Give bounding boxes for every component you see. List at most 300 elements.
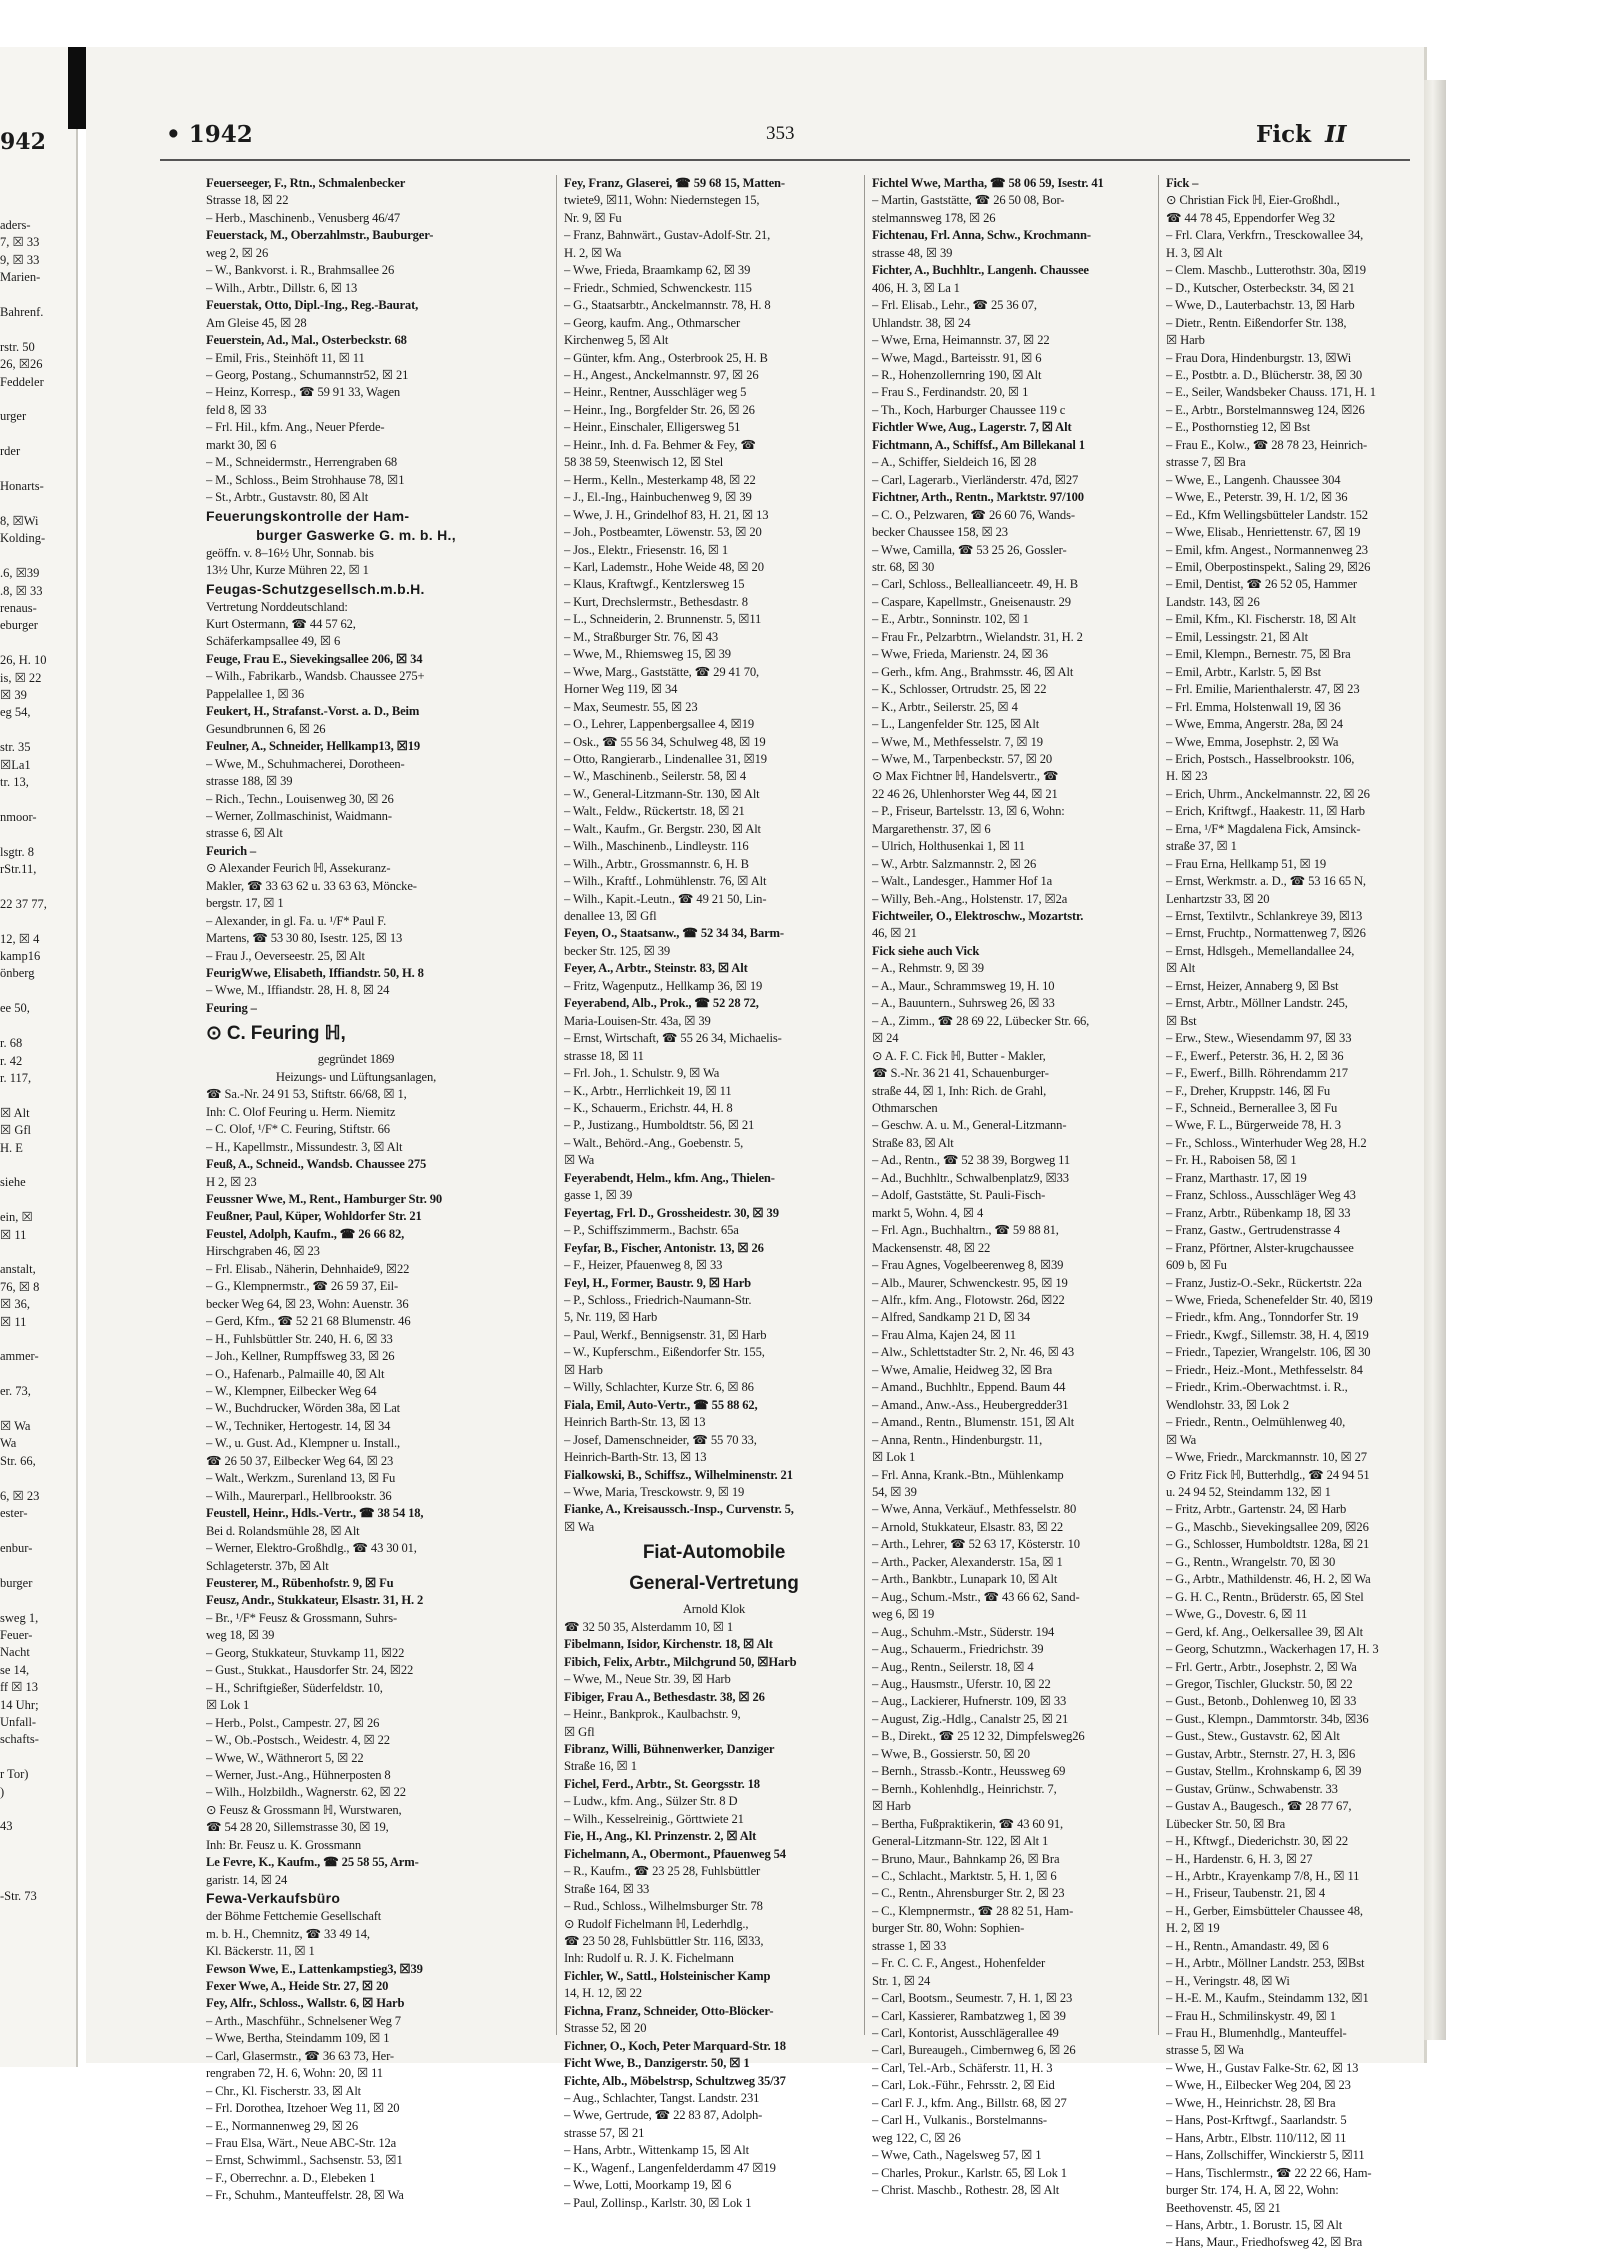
directory-entry: – Karl, Lademstr., Hohe Weide 48, ☒ 20: [564, 559, 764, 574]
directory-entry: Feuring –: [206, 1000, 257, 1015]
directory-entry: – F., Ewerf., Peterstr. 36, H. 2, ☒ 36: [1166, 1048, 1344, 1063]
directory-entry: – Wwe, E., Langenh. Chaussee 304: [1166, 472, 1341, 487]
advertisement-heading: ⊙ C. Feuring ℍ,: [206, 1023, 346, 1045]
directory-entry: – Friedr., Krim.-Oberwachtmst. i. R.,: [1166, 1380, 1348, 1395]
directory-entry: – L., Schneiderin, 2. Brunnenstr. 5, ☒11: [564, 612, 762, 627]
directory-entry: ☒ Bst: [1166, 1013, 1197, 1028]
directory-entry: – Aug., Schum.-Mstr., ☎ 43 66 62, Sand-: [872, 1589, 1080, 1604]
running-head-name: Fick: [1256, 121, 1312, 148]
previous-page-line: 14 Uhr;: [0, 1697, 39, 1712]
directory-entry: weg 18, ☒ 39: [206, 1628, 275, 1643]
directory-entry: – A., Schiffer, Sieldeich 16, ☒ 28: [872, 455, 1037, 470]
directory-entry: u. 24 94 52, Steindamm 132, ☒ 1: [1166, 1484, 1331, 1499]
directory-entry: – Max, Seumestr. 55, ☒ 23: [564, 699, 698, 714]
directory-entry: H 2, ☒ 23: [206, 1174, 257, 1189]
directory-entry: Arnold Klok: [682, 1602, 746, 1617]
directory-entry: – W., General-Litzmann-Str. 130, ☒ Alt: [564, 786, 760, 801]
directory-entry: – D., Kutscher, Osterbeckstr. 34, ☒ 21: [1166, 280, 1355, 295]
directory-entry: Fichler, W., Sattl., Holsteinischer Kamp: [564, 1968, 771, 1983]
directory-entry: – Jos., Elektr., Friesenstr. 16, ☒ 1: [564, 542, 729, 557]
directory-entry: – Wilh., Kapit.-Leutn., ☎ 49 21 50, Lin-: [564, 891, 767, 906]
directory-entry: gasse 1, ☒ 39: [564, 1188, 633, 1203]
directory-entry: ☒ Lok 1: [206, 1698, 250, 1713]
previous-page-line: [0, 1749, 72, 1766]
directory-entry: – Heinr., Bankprok., Kaulbachstr. 9,: [564, 1707, 741, 1722]
directory-entry: – Herb., Polst., Campestr. 27, ☒ 26: [206, 1715, 380, 1730]
directory-entry: – E., Arbtr., Borstelmannsweg 124, ☒26: [1166, 402, 1365, 417]
previous-page-line: aders-: [0, 218, 31, 232]
directory-entry: – E., Posthornstieg 12, ☒ Bst: [1166, 420, 1311, 435]
directory-entry: – F., Heizer, Pfauenweg 8, ☒ 33: [564, 1258, 723, 1273]
previous-page-line: ee 50,: [0, 1001, 30, 1016]
previous-page-line: r. 42: [0, 1053, 23, 1068]
previous-page-line: ff ☒ 13: [0, 1680, 39, 1695]
directory-entry: – Gust., Klempn., Dammtorstr. 34b, ☒36: [1166, 1711, 1369, 1726]
previous-page-line: [0, 878, 72, 895]
directory-entry: Strasse 18, ☒ 22: [206, 193, 289, 208]
directory-entry: ☎ 44 78 45, Eppendorfer Weg 32: [1166, 210, 1336, 225]
previous-page-line: r. 117,: [0, 1070, 32, 1085]
previous-page-line: [0, 1592, 72, 1609]
directory-entry: Heinrich Barth-Str. 13, ☒ 13: [564, 1415, 706, 1430]
directory-entry: – Amand., Anw.-Ass., Heubergredder31: [872, 1397, 1069, 1412]
directory-entry: – Frl. Emma, Holstenwall 19, ☒ 36: [1166, 699, 1341, 714]
directory-entry: – Wwe, Friedr., Marckmannstr. 10, ☒ 27: [1166, 1450, 1367, 1465]
directory-entry: – Wilh., Fabrikarb., Wandsb. Chaussee 275+: [206, 669, 425, 684]
previous-page-line: ☒La1: [0, 757, 31, 772]
directory-entry: – Carl, Tel.-Arb., Schäferstr. 11, H. 3: [872, 2060, 1053, 2075]
directory-entry: – Wwe, Elisab., Henriettenstr. 67, ☒ 19: [1166, 525, 1361, 540]
directory-entry: gegründet 1869: [317, 1052, 395, 1067]
directory-entry: markt 5, Wohn. 4, ☒ 4: [872, 1205, 984, 1220]
directory-entry: feld 8, ☒ 33: [206, 402, 267, 417]
directory-entry: – W., Arbtr. Salzmannstr. 2, ☒ 26: [872, 856, 1037, 871]
directory-entry: – Frl. Clara, Verkfrn., Tresckowallee 34,: [1166, 228, 1364, 243]
directory-entry: Feurich –: [206, 843, 257, 858]
directory-entry: – Wwe, J. H., Grindelhof 83, H. 21, ☒ 13: [564, 507, 769, 522]
directory-entry: – G., Arbtr., Mathildenstr. 46, H. 2, ☒ Wa: [1166, 1572, 1371, 1587]
directory-entry: Fichter, A., Buchhltr., Langenh. Chaussee: [872, 263, 1089, 278]
directory-entry: – Gustav, Grünw., Schwabenstr. 33: [1166, 1781, 1338, 1796]
directory-entry: ☎ Sa.-Nr. 24 91 53, Stiftstr. 66/68, ☒ 1,: [206, 1087, 407, 1102]
directory-entry: – Ernst, Textilvtr., Schlankreye 39, ☒13: [1166, 909, 1363, 924]
directory-entry: – Wwe, W., Wäthnerort 5, ☒ 22: [206, 1750, 364, 1765]
directory-entry: – Günter, kfm. Ang., Osterbrook 25, H. B: [564, 350, 768, 365]
directory-entry: – Bernh., Strassb.-Kontr., Heussweg 69: [872, 1764, 1066, 1779]
directory-entry: – Frau H., Blumenhdlg., Manteuffel-: [1166, 2026, 1347, 2041]
directory-entry: – Carl, Lagerarb., Vierländerstr. 47d, ☒27: [872, 472, 1079, 487]
directory-entry: weg 2, ☒ 26: [206, 245, 269, 260]
directory-entry: – Emil, kfm. Angest., Normannenweg 23: [1166, 542, 1368, 557]
directory-entry: ☒ Wa: [1166, 1432, 1197, 1447]
previous-page-line: ☒ 11: [0, 1227, 27, 1242]
directory-entry: Le Fevre, K., Kaufm., ☎ 25 58 55, Arm-: [206, 1855, 419, 1870]
directory-entry: ☎ 54 28 20, Sillemstrasse 30, ☒ 19,: [206, 1820, 389, 1835]
previous-page-line: Feddeler: [0, 374, 44, 389]
directory-entry: markt 30, ☒ 6: [206, 437, 277, 452]
directory-entry: – Ad., Rentn., ☎ 52 38 39, Borgweg 11: [872, 1153, 1070, 1168]
previous-page-line: [0, 426, 72, 443]
directory-entry: – Willy, Beh.-Ang., Holstenstr. 17, ☒2a: [872, 891, 1068, 906]
directory-entry: – Erich, Postsch., Hasselbrookstr. 106,: [1166, 751, 1355, 766]
directory-entry: – Walt., Landesger., Hammer Hof 1a: [872, 874, 1053, 889]
previous-page-line: [0, 1853, 72, 1870]
directory-entry: – Friedr., Rentn., Oelmühlenweg 40,: [1166, 1415, 1346, 1430]
directory-entry: Beethovenstr. 45, ☒ 21: [1166, 2200, 1281, 2215]
directory-entry: strasse 7, ☒ Bra: [1166, 455, 1246, 470]
directory-entry: – Wwe, Amalie, Heidweg 32, ☒ Bra: [872, 1362, 1053, 1377]
directory-entry: Feuerstak, Otto, Dipl.-Ing., Reg.-Baurat,: [206, 298, 419, 313]
directory-entry: denallee 13, ☒ Gfl: [564, 909, 657, 924]
directory-entry: – Caspare, Kapellmstr., Gneisenaustr. 29: [872, 594, 1071, 609]
previous-page-line: [0, 1192, 72, 1209]
directory-entry: – Werner, Just.-Ang., Hühnerposten 8: [206, 1767, 391, 1782]
previous-page-line: ☒ 11: [0, 1314, 27, 1329]
directory-entry: Feussner Wwe, M., Rent., Hamburger Str. 90: [206, 1192, 442, 1207]
column-divider: [864, 175, 865, 2035]
directory-entry: – Fr., Schloss., Winterhuder Weg 28, H.2: [1166, 1135, 1367, 1150]
directory-entry: – Frau E., Kolw., ☎ 28 78 23, Heinrich-: [1166, 437, 1368, 452]
directory-entry: – Wwe, M., Neue Str. 39, ☒ Harb: [564, 1672, 731, 1687]
directory-entry: – Carl, Bootsm., Seumestr. 7, H. 1, ☒ 23: [872, 1991, 1073, 2006]
directory-entry: Kl. Bäckerstr. 11, ☒ 1: [206, 1944, 315, 1959]
directory-entry: – Br., ¹/F* Feusz & Grossmann, Suhrs-: [206, 1610, 397, 1625]
previous-page-line: 12, ☒ 4: [0, 931, 40, 946]
directory-entry: Feuerstein, Ad., Mal., Osterbeckstr. 68: [206, 333, 407, 348]
directory-entry: – Aug., Schlachter, Tangst. Landstr. 231: [564, 2091, 760, 2106]
directory-entry: ☒ 24: [872, 1031, 899, 1046]
directory-entry: – Friedr., kfm. Ang., Tonndorfer Str. 19: [1166, 1310, 1359, 1325]
directory-entry: – Wwe, Frieda, Braamkamp 62, ☒ 39: [564, 263, 751, 278]
directory-entry: – Ernst, Werkmstr. a. D., ☎ 53 16 65 N,: [1166, 874, 1366, 889]
directory-entry: 609 b, ☒ Fu: [1166, 1258, 1227, 1273]
directory-entry: – Hans, Tischlermstr., ☎ 22 22 66, Ham-: [1166, 2165, 1372, 2180]
directory-entry: ☒ Harb: [872, 1799, 911, 1814]
directory-entry: – Emil, Lessingstr. 21, ☒ Alt: [1166, 629, 1308, 644]
directory-entry: Lenhartzstr 33, ☒ 20: [1166, 891, 1270, 906]
directory-entry: – Hans, Arbtr., 1. Borustr. 15, ☒ Alt: [1166, 2218, 1343, 2233]
previous-page-line: siehe: [0, 1175, 26, 1190]
previous-page-line: Marien-: [0, 270, 41, 285]
directory-entry: Fibiger, Frau A., Bethesdastr. 38, ☒ 26: [564, 1689, 765, 1704]
directory-entry: – Carl, Bureaugeh., Cimbernweg 6, ☒ 26: [872, 2043, 1076, 2058]
directory-entry: – Dietr., Rentn. Eißendorfer Str. 138,: [1166, 315, 1347, 330]
previous-page-line: r. 68: [0, 1036, 23, 1051]
directory-entry: – Arth., Lehrer, ☎ 52 63 17, Kösterstr. 10: [872, 1537, 1080, 1552]
directory-entry: – Georg, Schutzmn., Wackerhagen 17, H. 3: [1166, 1642, 1379, 1657]
directory-entry: – G., Klempnermstr., ☎ 26 59 37, Eil-: [206, 1279, 399, 1294]
directory-entry: – Wwe, Erna, Heimannstr. 37, ☒ 22: [872, 333, 1050, 348]
directory-entry: – C., Schlacht., Marktstr. 5, H. 1, ☒ 6: [872, 1868, 1057, 1883]
previous-page-line: [0, 548, 72, 565]
directory-page: [86, 47, 1424, 2250]
directory-entry: – M., Schneidermstr., Herrengraben 68: [206, 455, 397, 470]
previous-page-line: [0, 1087, 72, 1104]
directory-entry: – A., Bauuntern., Suhrsweg 26, ☒ 33: [872, 996, 1055, 1011]
directory-entry: Fichte, Alb., Möbelstrsp, Schultzweg 35/37: [564, 2073, 786, 2088]
directory-entry: – Emil, Kfm., Kl. Fischerstr. 18, ☒ Alt: [1166, 612, 1356, 627]
directory-entry: – K., Schlosser, Ortrudstr. 25, ☒ 22: [872, 682, 1047, 697]
directory-entry: – Joh., Postbeamter, Löwenstr. 53, ☒ 20: [564, 525, 762, 540]
directory-entry: – Josef, Damenschneider, ☎ 55 70 33,: [564, 1432, 757, 1447]
page-header: [86, 121, 1424, 161]
directory-entry: – C., Klempnermstr., ☎ 28 82 51, Ham-: [872, 1903, 1074, 1918]
directory-entry: – Wwe, Camilla, ☎ 53 25 26, Gossler-: [872, 542, 1067, 557]
directory-entry: – E., Postbtr. a. D., Blücherstr. 38, ☒ 30: [1166, 367, 1362, 382]
directory-entry: – Wwe, M., Tarpenbeckstr. 57, ☒ 20: [872, 751, 1053, 766]
directory-entry: – Wwe, F. L., Bürgerweide 78, H. 3: [1166, 1118, 1341, 1133]
directory-entry: Fey, Franz, Glaserei, ☎ 59 68 15, Matten-: [564, 176, 785, 190]
previous-page-line: [0, 722, 72, 739]
previous-page-line: se 14,: [0, 1662, 30, 1677]
directory-entry: Fichna, Franz, Schneider, Otto-Blöcker-: [564, 2003, 774, 2018]
previous-page-line: rder: [0, 444, 21, 459]
directory-entry: – H., Hardenstr. 6, H. 3, ☒ 27: [1166, 1851, 1313, 1866]
directory-entry: – L., Langenfelder Str. 125, ☒ Alt: [872, 717, 1040, 732]
directory-entry: Wendlohstr. 33, ☒ Lok 2: [1166, 1397, 1289, 1412]
directory-entry: – Herm., Kelln., Mesterkamp 48, ☒ 22: [564, 472, 756, 487]
directory-entry: Pappelallee 1, ☒ 36: [206, 686, 304, 701]
previous-page-line: kamp16: [0, 949, 41, 964]
previous-page-line: ): [0, 1784, 5, 1799]
previous-page-line: [0, 1018, 72, 1035]
section-heading: burger Gaswerke G. m. b. H.,: [256, 526, 456, 543]
directory-entry: – Franz, Marthastr. 17, ☒ 19: [1166, 1170, 1307, 1185]
directory-entry: – Adolf, Gaststätte, St. Pauli-Fisch-: [872, 1188, 1046, 1203]
directory-entry: – Alfr., kfm. Ang., Flotowstr. 26d, ☒22: [872, 1293, 1065, 1307]
directory-entry: – G., Maschb., Sievekingsallee 209, ☒26: [1166, 1519, 1369, 1534]
directory-entry: Makler, ☎ 33 63 62 u. 33 63 63, Möncke-: [206, 878, 417, 893]
previous-page-line: 9, ☒ 33: [0, 252, 40, 267]
previous-page-line: Nacht: [0, 1645, 30, 1660]
directory-entry: – Frl. Hil., kfm. Ang., Neuer Pferde-: [206, 420, 385, 435]
directory-entry: – Erna, ¹/F* Magdalena Fick, Amsinck-: [1166, 821, 1361, 836]
directory-entry: – Charles, Prokur., Karlstr. 65, ☒ Lok 1: [872, 2165, 1067, 2180]
directory-entry: – Aug., Lackierer, Hufnerstr. 109, ☒ 33: [872, 1694, 1067, 1709]
directory-entry: – Gust., Stew., Gustavstr. 62, ☒ Alt: [1166, 1729, 1340, 1744]
column-3: [872, 175, 1172, 2200]
directory-entry: 54, ☒ 39: [872, 1484, 917, 1499]
directory-entry: – Wwe, M., Methfesselstr. 7, ☒ 19: [872, 734, 1043, 749]
directory-entry: – Paul, Zollinsp., Karlstr. 30, ☒ Lok 1: [564, 2195, 752, 2210]
directory-entry: – August, Zig.-Hdlg., Canalstr 25, ☒ 21: [872, 1711, 1069, 1726]
directory-entry: – Wwe, Cath., Nagelsweg 57, ☒ 1: [872, 2148, 1042, 2163]
directory-entry: m. b. H., Chemnitz, ☎ 33 49 14,: [206, 1926, 370, 1941]
directory-entry: – K., Schauerm., Erichstr. 44, H. 8: [564, 1101, 733, 1116]
previous-page-text: [0, 217, 72, 1905]
directory-entry: Heizungs- und Lüftungsanlagen,: [275, 1069, 437, 1084]
directory-entry: – Wwe, Marg., Gaststätte, ☎ 29 41 70,: [564, 664, 760, 679]
directory-entry: – Wilh., Arbtr., Grossmannstr. 6, H. B: [564, 856, 749, 871]
directory-entry: – Frau Erna, Hellkamp 51, ☒ 19: [1166, 856, 1326, 871]
directory-entry: – Ulrich, Holthusenkai 1, ☒ 11: [872, 839, 1025, 854]
directory-entry: – H., Gerber, Eimsbütteler Chaussee 48,: [1166, 1903, 1363, 1918]
directory-entry: Fichel, Ferd., Arbtr., St. Georgsstr. 18: [564, 1776, 760, 1791]
directory-entry: – Th., Koch, Harburger Chaussee 119 c: [872, 402, 1066, 417]
directory-entry: – Wwe, Frieda, Marienstr. 24, ☒ 36: [872, 647, 1048, 662]
directory-entry: Fewson Wwe, E., Lattenkampstieg3, ☒39: [206, 1961, 423, 1976]
directory-entry: – H., Friseur, Taubenstr. 21, ☒ 4: [1166, 1886, 1325, 1901]
directory-entry: ☎ S.-Nr. 36 21 41, Schauenburger-: [872, 1066, 1049, 1081]
directory-entry: – Franz, Schloss., Ausschläger Weg 43: [1166, 1188, 1356, 1203]
directory-entry: FeurigWwe, Elisabeth, Iffiandstr. 50, H. 8: [206, 966, 424, 981]
directory-entry: – Arnold, Stukkateur, Elsastr. 83, ☒ 22: [872, 1519, 1064, 1534]
directory-entry: – Wwe, D., Lauterbachstr. 13, ☒ Harb: [1166, 298, 1355, 313]
directory-entry: Feyer, A., Arbtr., Steinstr. 83, ☒ Alt: [564, 961, 748, 976]
directory-entry: Feusz, Andr., Stukkateur, Elsastr. 31, H. 2: [206, 1593, 424, 1608]
binding-shadow: [68, 47, 86, 129]
directory-entry: – Kurt, Drechslermstr., Bethesdastr. 8: [564, 594, 748, 609]
directory-entry: Feuge, Frau E., Sievekingsallee 206, ☒ 34: [206, 651, 423, 666]
directory-entry: – Gust., Stukkat., Hausdorfer Str. 24, ☒22: [206, 1663, 414, 1678]
directory-entry: – Erw., Stew., Wiesendamm 97, ☒ 33: [1166, 1031, 1352, 1046]
directory-entry: – Heinr., Einschaler, Elligersweg 51: [564, 420, 741, 435]
directory-entry: – Gustav, Stellm., Krohnskamp 6, ☒ 39: [1166, 1764, 1362, 1779]
previous-page-line: lsgtr. 8: [0, 844, 35, 859]
directory-entry: becker Weg 64, ☒ 23, Wohn: Auenstr. 36: [206, 1296, 409, 1311]
directory-entry: – Frl. Elisab., Lehr., ☎ 25 36 07,: [872, 298, 1037, 313]
directory-entry: Landstr. 143, ☒ 26: [1166, 594, 1260, 609]
directory-entry: – Friedr., Heiz.-Mont., Methfesselstr. 84: [1166, 1362, 1363, 1377]
directory-entry: ⊙ Fritz Fick ℍ, Butterhdlg., ☎ 24 94 51: [1166, 1467, 1370, 1482]
directory-entry: – O., Hafenarb., Palmaille 40, ☒ Alt: [206, 1366, 385, 1381]
previous-page-line: [0, 913, 72, 930]
directory-entry: – W., Techniker, Hertogestr. 14, ☒ 34: [206, 1418, 391, 1433]
directory-entry: – Willy, Schlachter, Kurze Str. 6, ☒ 86: [564, 1380, 754, 1395]
header-year: • 1942: [166, 121, 253, 148]
directory-entry: weg 6, ☒ 19: [872, 1607, 935, 1622]
directory-entry: – P., Justizang., Humboldtstr. 56, ☒ 21: [564, 1118, 755, 1133]
directory-entry: Feuß, A., Schneid., Wandsb. Chaussee 275: [206, 1157, 427, 1172]
directory-entry: becker Str. 125, ☒ 39: [564, 943, 671, 958]
directory-entry: – Ludw., kfm. Ang., Sülzer Str. 8 D: [564, 1794, 738, 1809]
previous-page-line: [0, 1836, 72, 1853]
directory-entry: Fichelmann, A., Obermont., Pfauenweg 54: [564, 1846, 786, 1861]
directory-entry: ☒ Alt: [1166, 961, 1196, 976]
directory-entry: Feukert, H., Strafanst.-Vorst. a. D., Beim: [206, 704, 420, 719]
directory-entry: – Georg, Postang., Schumannstr52, ☒ 21: [206, 367, 409, 382]
directory-entry: Feyfar, B., Fischer, Antonistr. 13, ☒ 26: [564, 1240, 764, 1255]
directory-entry: – Ernst, Hdlsgeh., Memellandallee 24,: [1166, 943, 1355, 958]
directory-entry: – Wwe, H., Gustav Falke-Str. 62, ☒ 13: [1166, 2060, 1359, 2075]
previous-page-line: rStr.11,: [0, 862, 37, 877]
directory-entry: – Wwe, M., Rhiemsweg 15, ☒ 39: [564, 647, 731, 662]
directory-entry: – Walt., Feldw., Rückertstr. 18, ☒ 21: [564, 804, 745, 819]
directory-entry: Fey, Alfr., Schloss., Wallstr. 6, ☒ Harb: [206, 1996, 405, 2011]
directory-entry: – Bernh., Kohlenhdlg., Heinrichstr. 7,: [872, 1781, 1057, 1796]
directory-entry: – Arth., Packer, Alexanderstr. 15a, ☒ 1: [872, 1554, 1063, 1569]
previous-page-line: r Tor): [0, 1767, 29, 1782]
directory-entry: Fichtel Wwe, Martha, ☎ 58 06 59, Isestr. 41: [872, 176, 1104, 190]
directory-entry: – Frl. Gertr., Arbtr., Josephstr. 2, ☒ Wa: [1166, 1659, 1357, 1674]
directory-entry: Feustel, Adolph, Kaufm., ☎ 26 66 82,: [206, 1226, 405, 1241]
directory-entry: bergstr. 17, ☒ 1: [206, 896, 284, 911]
directory-entry: ☒ Harb: [1166, 333, 1205, 348]
directory-entry: ☎ 23 50 28, Fuhlsbüttler Str. 116, ☒33,: [564, 1933, 764, 1948]
previous-page-line: 26, H. 10: [0, 653, 47, 668]
previous-page-line: .8, ☒ 33: [0, 583, 43, 598]
directory-entry: – Wilh., Holzbildh., Wagnerstr. 62, ☒ 22: [206, 1785, 406, 1800]
directory-entry: Str. 1, ☒ 24: [872, 1973, 931, 1988]
directory-entry: – A., Zimm., ☎ 28 69 22, Lübecker Str. 66,: [872, 1013, 1090, 1028]
directory-entry: – M., Straßburger Str. 76, ☒ 43: [564, 629, 719, 644]
directory-entry: – Frau H., Schmilinskystr. 49, ☒ 1: [1166, 2008, 1336, 2023]
directory-entry: – Fr. H., Raboisen 58, ☒ 1: [1166, 1153, 1297, 1168]
directory-entry: H. 2, ☒ 19: [1166, 1921, 1220, 1936]
previous-page-line: .6, ☒39: [0, 566, 40, 581]
directory-entry: – C., Rentn., Ahrensburger Str. 2, ☒ 23: [872, 1886, 1065, 1901]
directory-entry: – F., Oberrechnr. a. D., Elebeken 1: [206, 2170, 376, 2185]
directory-entry: – Ernst, Arbtr., Möllner Landstr. 245,: [1166, 996, 1348, 1011]
directory-entry: – H.-E. M., Kaufm., Steindamm 132, ☒1: [1166, 1991, 1369, 2006]
directory-entry: – Otto, Rangierarb., Lindenallee 31, ☒19: [564, 751, 767, 766]
directory-entry: Feustell, Heinr., Hdls.-Vertr., ☎ 38 54 18,: [206, 1506, 424, 1521]
directory-entry: – Heinr., Inh. d. Fa. Behmer & Fey, ☎: [564, 437, 756, 452]
directory-entry: – F., Dreher, Kruppstr. 146, ☒ Fu: [1166, 1083, 1330, 1098]
previous-page-line: [0, 287, 72, 304]
directory-entry: – H., Fuhlsbüttler Str. 240, H. 6, ☒ 33: [206, 1331, 393, 1346]
directory-entry: – H., Angest., Anckelmannstr. 97, ☒ 26: [564, 367, 759, 382]
directory-entry: Nr. 9, ☒ Fu: [564, 210, 622, 225]
previous-page-line: Wa: [0, 1436, 17, 1451]
previous-page-line: ☒ Alt: [0, 1105, 30, 1120]
previous-page-line: [0, 1401, 72, 1418]
directory-entry: – J., El.-Ing., Hainbuchenweg 9, ☒ 39: [564, 490, 752, 505]
directory-entry: – E., Seiler, Wandsbeker Chauss. 171, H. 1: [1166, 385, 1376, 400]
previous-page-line: 43: [0, 1819, 13, 1834]
previous-page-line: [0, 1871, 72, 1888]
directory-entry: – Franz, Gastw., Gertrudenstrasse 4: [1166, 1223, 1341, 1238]
directory-entry: – Carl, Schloss., Belleallianceetr. 49, H. B: [872, 577, 1079, 592]
directory-entry: – Emil, Klempn., Bernestr. 75, ☒ Bra: [1166, 647, 1351, 662]
directory-entry: – Wwe, Bertha, Steindamm 109, ☒ 1: [206, 2031, 390, 2046]
previous-page-line: [0, 983, 72, 1000]
directory-entry: – Fr., Schuhm., Manteuffelstr. 28, ☒ Wa: [206, 2188, 404, 2203]
previous-page-line: [0, 1522, 72, 1539]
directory-entry: Fexer Wwe, A., Heide Str. 27, ☒ 20: [206, 1978, 389, 1993]
previous-page-line: [0, 1331, 72, 1348]
directory-entry: – Carl H., Vulkanis., Borstelmanns-: [872, 2113, 1047, 2128]
directory-entry: – Erich, Uhrm., Anckelmannstr. 22, ☒ 26: [1166, 786, 1370, 801]
directory-entry: – Wwe, G., Dovestr. 6, ☒ 11: [1166, 1607, 1308, 1622]
directory-entry: – Hans, Arbtr., Elbstr. 110/112, ☒ 11: [1166, 2130, 1347, 2145]
previous-page-line: anstalt,: [0, 1262, 36, 1277]
directory-entry: ☒ Wa: [564, 1153, 595, 1168]
previous-page-line: [0, 321, 72, 338]
directory-entry: Kurt Ostermann, ☎ 44 57 62,: [206, 616, 356, 631]
directory-entry: – Aug., Rentn., Seilerstr. 18, ☒ 4: [872, 1659, 1034, 1674]
directory-entry: – A., Maur., Schrammsweg 19, H. 10: [872, 978, 1055, 993]
directory-entry: strasse 57, ☒ 21: [564, 2125, 645, 2140]
directory-entry: – Georg, Stukkateur, Stuvkamp 11, ☒22: [206, 1645, 405, 1660]
directory-entry: – E., Arbtr., Sonninstr. 102, ☒ 1: [872, 612, 1029, 627]
column-4: [1166, 175, 1466, 2252]
directory-entry: – W., u. Gust. Ad., Klempner u. Install.,: [206, 1436, 400, 1451]
directory-entry: – Ed., Kfm Wellingsbütteler Landstr. 152: [1166, 507, 1368, 522]
directory-entry: – Bertha, Fußpraktikerin, ☎ 43 60 91,: [872, 1816, 1063, 1831]
previous-page-line: -Str. 73: [0, 1889, 37, 1903]
directory-entry: – St., Arbtr., Gustavstr. 80, ☒ Alt: [206, 490, 369, 505]
directory-entry: – Wwe, H., Eilbecker Weg 204, ☒ 23: [1166, 2078, 1351, 2093]
directory-entry: Fianke, A., Kreisaussch.-Insp., Curvenstr. 5,: [564, 1502, 794, 1517]
previous-page-edge: [0, 47, 78, 2067]
directory-entry: burger Str. 80, Wohn: Sophien-: [872, 1921, 1025, 1936]
directory-entry: – Alexander, in gl. Fa. u. ¹/F* Paul F.: [206, 913, 387, 928]
directory-entry: – Carl F. J., kfm. Ang., Billstr. 68, ☒ 27: [872, 2095, 1067, 2110]
previous-page-line: Bahrenf.: [0, 305, 44, 320]
previous-page-line: Kolding-: [0, 531, 46, 546]
directory-entry: – Erich, Kriftwgf., Haakestr. 11, ☒ Harb: [1166, 804, 1365, 819]
